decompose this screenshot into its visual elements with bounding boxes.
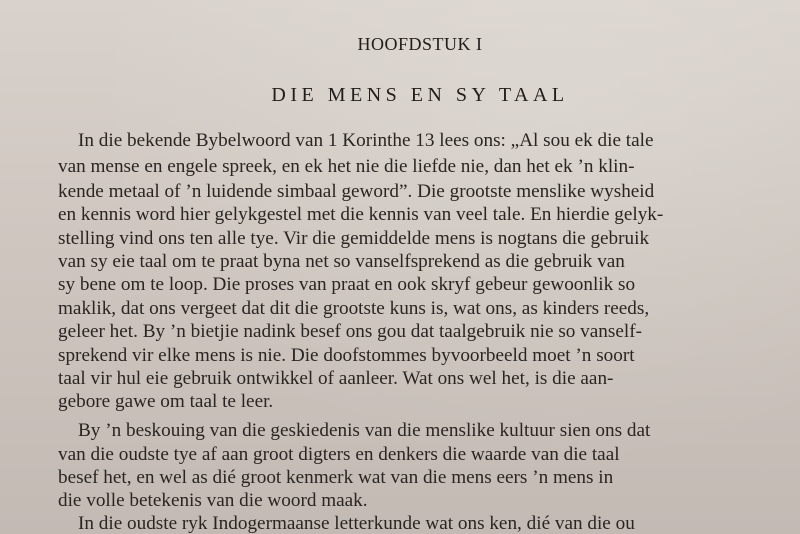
text-line: sy bene om te loop. Die proses van praat en ook skryf gebeur gewoonlik so bbox=[58, 274, 636, 295]
text-line: besef het, en wel as dié groot kenmerk wat van die mens eers ’n mens in bbox=[58, 467, 614, 488]
text-line: By ’n beskouing van die geskiedenis van die menslike kultuur sien ons dat bbox=[78, 420, 651, 441]
text-line: kende metaal of ’n luidende simbaal geword”. Die grootste menslike wysheid bbox=[58, 181, 655, 202]
text-line: van mense en engele spreek, en ek het nie die liefde nie, dan het ek ’n klin- bbox=[58, 156, 635, 177]
text-line: van sy eie taal om te praat byna net so vanselfsprekend as die gebruik van bbox=[58, 251, 625, 272]
text-line: en kennis word hier gelykgestel met die kennis van veel tale. En hierdie gelyk- bbox=[58, 204, 664, 225]
text-line: gebore gawe om taal te leer. bbox=[58, 391, 274, 412]
text-line: stelling vind ons ten alle tye. Vir die gemiddelde mens is nogtans die gebruik bbox=[58, 228, 650, 249]
chapter-heading: HOOFDSTUK I bbox=[357, 34, 483, 54]
text-line: van die oudste tye af aan groot digters en denkers die waarde van die taal bbox=[58, 444, 620, 465]
chapter-title: DIE MENS EN SY TAAL bbox=[271, 84, 569, 106]
text-line: maklik, dat ons vergeet dat dit die grootste kuns is, wat ons, as kinders reeds, bbox=[58, 298, 650, 319]
text-line: die volle betekenis van die woord maak. bbox=[58, 490, 368, 511]
text-line: In die oudste ryk Indogermaanse letterkunde wat ons ken, dié van die ou bbox=[78, 513, 635, 534]
text-line: In die bekende Bybelwoord van 1 Korinthe 13 lees ons: „Al sou ek die tale bbox=[78, 130, 654, 151]
text-line: sprekend vir elke mens is nie. Die doofstommes byvoorbeeld moet ’n soort bbox=[58, 345, 635, 366]
text-line: geleer het. By ’n bietjie nadink besef ons gou dat taalgebruik nie so vanself- bbox=[58, 321, 642, 342]
text-line: taal vir hul eie gebruik ontwikkel of aanleer. Wat ons wel het, is die aan- bbox=[58, 368, 614, 389]
